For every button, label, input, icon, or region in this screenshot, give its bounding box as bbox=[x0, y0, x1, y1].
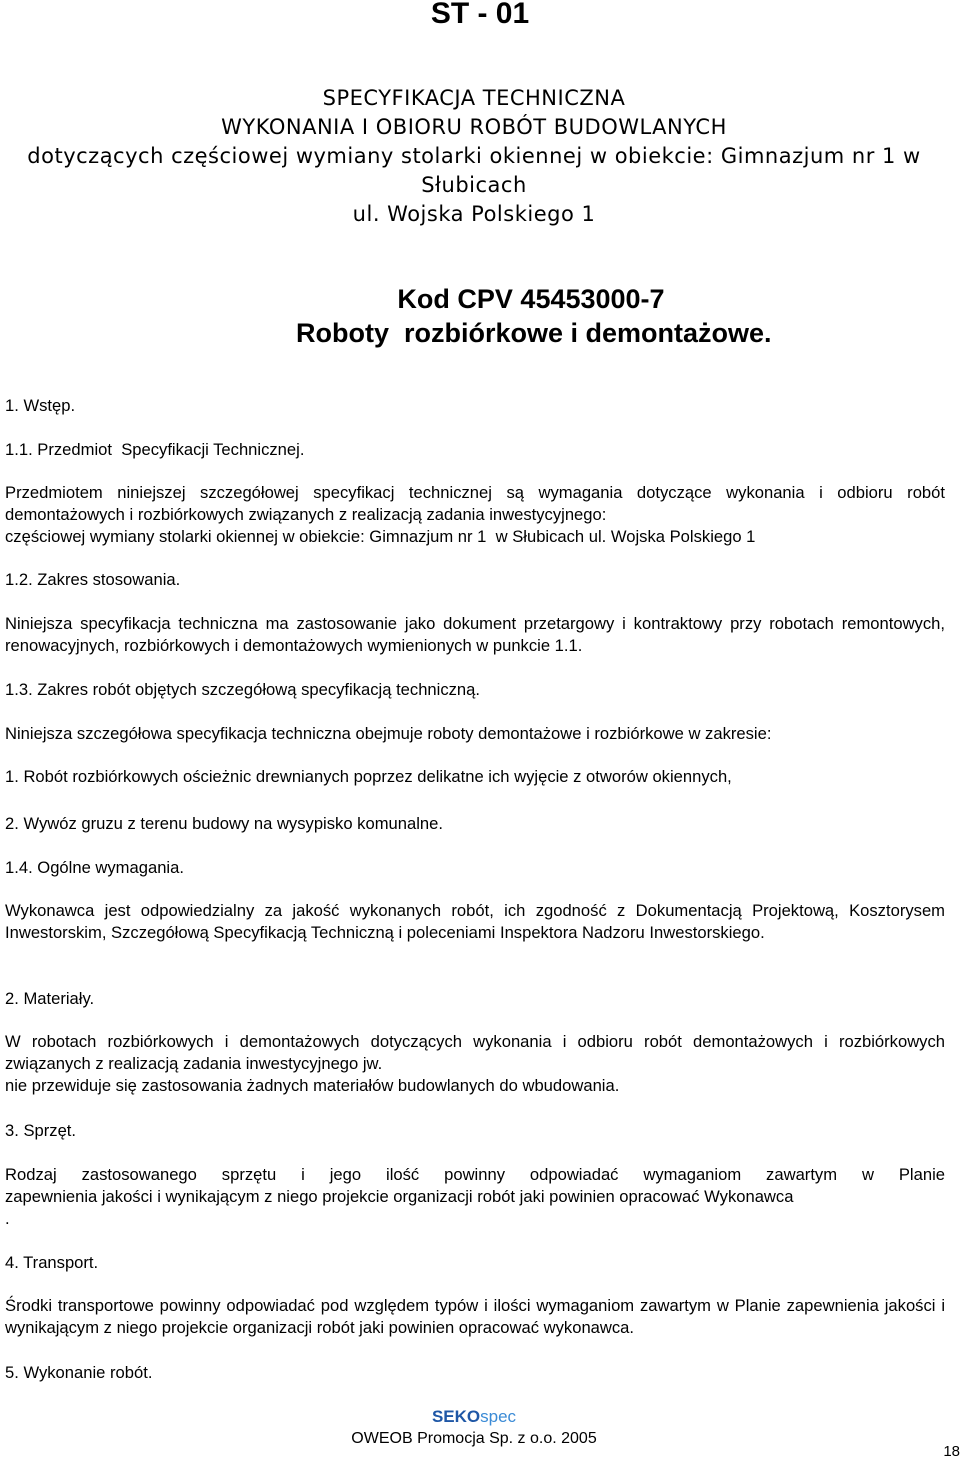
section-heading-1: 1. Wstęp. bbox=[5, 396, 76, 415]
paragraph-subject-cont: częściowej wymiany stolarki okiennej w obiekcie: Gimnazjum nr 1 w Słubicach ul. Wojska Polskiego 1 bbox=[5, 527, 756, 546]
footer-company: OWEOB Promocja Sp. z o.o. 2005 bbox=[351, 1430, 597, 1447]
equipment-dot: . bbox=[5, 1209, 10, 1228]
footer-brand-logo bbox=[0, 1407, 948, 1427]
section-heading-1-2: 1.2. Zakres stosowania. bbox=[5, 570, 181, 589]
paragraph-materials-cont: nie przewiduje się zastosowania żadnych materiałów budowlanych do wbudowania. bbox=[5, 1076, 620, 1095]
paragraph-equipment-rest bbox=[5, 1186, 945, 1230]
paragraph-equipment-text: Rodzaj zastosowanego sprzętu i jego ilość powinny odpowiadać wymaganiom zawartym w Planie bbox=[5, 1165, 945, 1184]
section-heading-3: 3. Sprzęt. bbox=[5, 1121, 77, 1140]
section-heading-1-1: 1.1. Przedmiot Specyfikacji Technicznej. bbox=[5, 440, 305, 459]
title-line: dotyczących częściowej wymiany stolarki okiennej w obiekcie: Gimnazjum nr 1 w bbox=[27, 144, 921, 168]
specification-title bbox=[0, 84, 948, 229]
equipment-line-2: zapewnienia jakości i wynikającym z niego projekcie organizacji robót jaki powinien opracować Wykonawca bbox=[5, 1187, 794, 1206]
paragraph-works-range: Niniejsza szczegółowa specyfikacja techniczna obejmuje roboty demontażowe i rozbiórkowe w zakresie: bbox=[5, 724, 772, 743]
list-item: 2. Wywóz gruzu z terenu budowy na wysypisko komunalne. bbox=[5, 814, 443, 833]
cpv-heading bbox=[296, 282, 772, 350]
paragraph-requirements: Wykonawca jest odpowiedzialny za jakość wykonanych robót, ich zgodność z Dokumentacją Projektową, Kosztorysem Inwestorskim, Szczegółową Specyfikacją Techniczną i poleceniami Inspektora Nadzoru Inwestorskiego. bbox=[5, 901, 945, 942]
paragraph-scope: Niniejsza specyfikacja techniczna ma zastosowanie jako dokument przetargowy i kontraktowy przy robotach remontowych, renowacyjnych, rozbiórkowych i demontażowych wymienionych w punkcie 1.1. bbox=[5, 614, 945, 655]
paragraph-materials: W robotach rozbiórkowych i demontażowych dotyczących wykonania i odbioru robót demontażowych i rozbiórkowych związanych z realizacją zadania inwestycyjnego jw. bbox=[5, 1032, 945, 1073]
title-line: WYKONANIA I OBIORU ROBÓT BUDOWLANYCH bbox=[221, 115, 727, 139]
title-line: SPECYFIKACJA TECHNICZNA bbox=[322, 86, 626, 110]
section-heading-4: 4. Transport. bbox=[5, 1253, 99, 1272]
title-line: ul. Wojska Polskiego 1 bbox=[352, 202, 596, 226]
brand-seko: SEKO bbox=[431, 1407, 481, 1426]
paragraph-subject: Przedmiotem niniejszej szczegółowej specyfikacj technicznej są wymagania dotyczące wykonania i odbioru robót demontażowych i rozbiórkowych związanych z realizacją zadania inwestycyjnego: bbox=[5, 483, 945, 524]
section-heading-1-4: 1.4. Ogólne wymagania. bbox=[5, 858, 184, 877]
cpv-code: Kod CPV 45453000-7 bbox=[397, 284, 665, 314]
cpv-title: Roboty rozbiórkowe i demontażowe. bbox=[296, 318, 772, 348]
list-item: 1. Robót rozbiórkowych ościeżnic drewnianych poprzez delikatne ich wyjęcie z otworów okiennych, bbox=[5, 767, 732, 786]
page-number: 18 bbox=[943, 1443, 960, 1460]
section-heading-2: 2. Materiały. bbox=[5, 989, 95, 1008]
paragraph-transport: Środki transportowe powinny odpowiadać pod względem typów i ilości wymaganiom zawartym w Planie zapewnienia jakości i wynikającym z niego projekcie organizacji robót jaki powinien opracować wykonawca. bbox=[5, 1296, 945, 1337]
document-code: ST - 01 bbox=[430, 0, 530, 30]
section-heading-1-3: 1.3. Zakres robót objętych szczegółową specyfikacją techniczną. bbox=[5, 680, 481, 699]
section-heading-5: 5. Wykonanie robót. bbox=[5, 1363, 153, 1382]
paragraph-equipment bbox=[5, 1164, 945, 1186]
title-line: Słubicach bbox=[421, 173, 527, 197]
brand-spec: spec bbox=[480, 1407, 517, 1426]
